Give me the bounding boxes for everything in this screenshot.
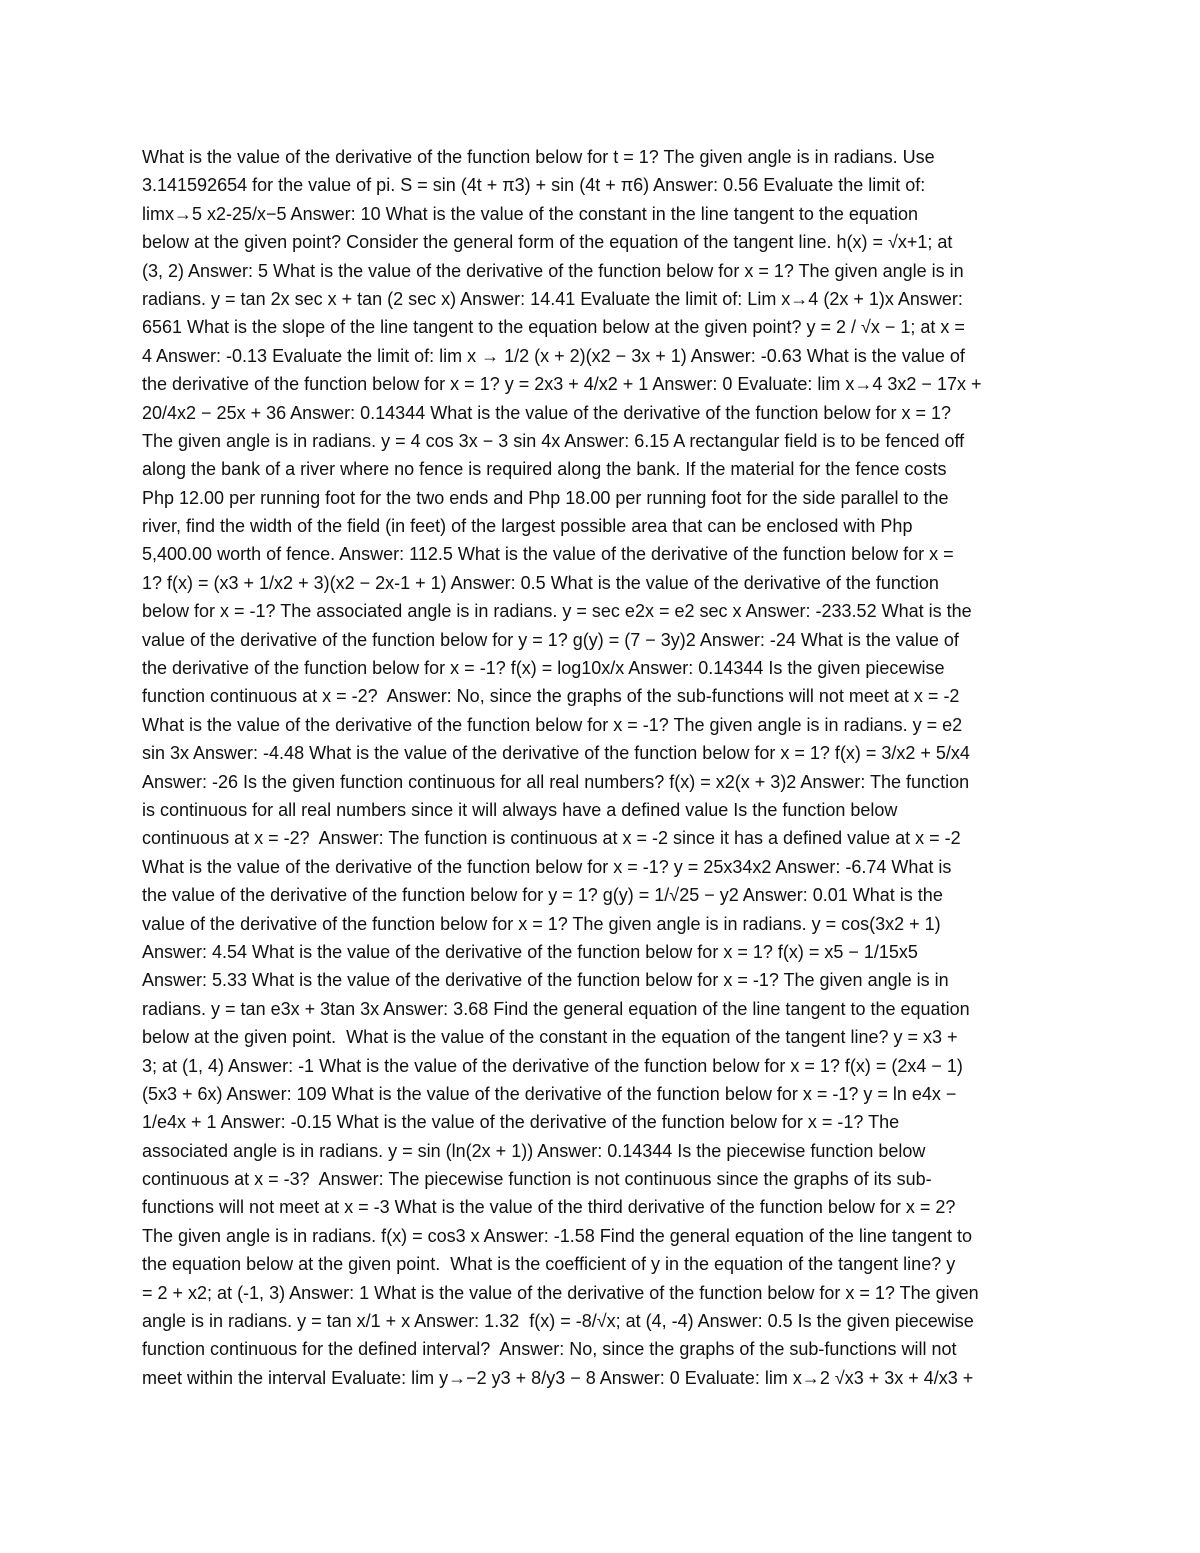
text-line: the equation below at the given point. What is the coefficient of y in the equation of the tangent line? y [142, 1254, 956, 1275]
text-line: Php 12.00 per running foot for the two ends and Php 18.00 per running foot for the side parallel to the [142, 487, 949, 508]
text-line: (3, 2) Answer: 5 What is the value of the derivative of the function below for x = 1? The given angle is in [142, 260, 964, 281]
text-line: What is the value of the derivative of the function below for t = 1? The given angle is in radians. Use [142, 147, 935, 167]
text-line: function continuous for the defined interval? Answer: No, since the graphs of the sub-functions will not [142, 1339, 957, 1360]
text-line: 3; at (1, 4) Answer: -1 What is the value of the derivative of the function below for x = 1? f(x) = (2x4 − 1) [142, 1055, 963, 1076]
text-line: = 2 + x2; at (-1, 3) Answer: 1 What is the value of the derivative of the function below for x = 1? The given [142, 1282, 979, 1303]
text-line: continuous at x = -2? Answer: The function is continuous at x = -2 since it has a defined value at x = -2 [142, 828, 961, 849]
text-line: radians. y = tan 2x sec x + tan (2 sec x) Answer: 14.41 Evaluate the limit of: Lim x→4 (2x + 1)x Answer: [142, 288, 963, 309]
text-line: the derivative of the function below for x = -1? f(x) = log10x/x Answer: 0.14344 Is the given piecewise [142, 658, 945, 679]
text-line: 3.141592654 for the value of pi. S = sin (4t + π3) + sin (4t + π6) Answer: 0.56 Evaluate the limit of: [142, 175, 926, 196]
text-line: 5,400.00 worth of fence. Answer: 112.5 What is the value of the derivative of the function below for x = [142, 544, 954, 565]
text-line: 4 Answer: -0.13 Evaluate the limit of: lim x → 1/2 (x + 2)(x2 − 3x + 1) Answer: -0.63 What is the value of [142, 345, 965, 366]
text-line: limx→5 x2-25/x−5 Answer: 10 What is the value of the constant in the line tangent to the equation [142, 203, 918, 224]
text-line: Answer: 4.54 What is the value of the derivative of the function below for x = 1? f(x) = x5 − 1/15x5 [142, 941, 918, 962]
text-line: The given angle is in radians. y = 4 cos 3x − 3 sin 4x Answer: 6.15 A rectangular field is to be fenced off [142, 430, 965, 451]
text-line: below at the given point? Consider the general form of the equation of the tangent line. h(x) = √x+1; at [142, 232, 953, 253]
text-line: associated angle is in radians. y = sin (ln(2x + 1)) Answer: 0.14344 Is the piecewise function below [142, 1140, 926, 1161]
text-line: along the bank of a river where no fence is required along the bank. If the material for the fence costs [142, 459, 947, 480]
text-line: What is the value of the derivative of the function below for x = -1? y = 25x34x2 Answer: -6.74 What is [142, 856, 952, 877]
document-body [142, 143, 1062, 1392]
text-line: below at the given point. What is the value of the constant in the equation of the tangent line? y = x3 + [142, 1027, 958, 1048]
text-line: (5x3 + 6x) Answer: 109 What is the value of the derivative of the function below for x = -1? y = ln e4x − [142, 1083, 957, 1104]
text-line: is continuous for all real numbers since it will always have a defined value Is the function below [142, 799, 898, 820]
text-line: Answer: -26 Is the given function continuous for all real numbers? f(x) = x2(x + 3)2 Answer: The function [142, 771, 970, 792]
text-line: function continuous at x = -2? Answer: No, since the graphs of the sub-functions will not meet at x = -2 [142, 686, 960, 707]
text-line: meet within the interval Evaluate: lim y→−2 y3 + 8/y3 − 8 Answer: 0 Evaluate: lim x→2 √x3 + 3x + 4/x3 + [142, 1367, 974, 1388]
text-line: What is the value of the derivative of the function below for x = -1? The given angle is in radians. y = e2 [142, 714, 963, 735]
text-line: below for x = -1? The associated angle is in radians. y = sec e2x = e2 sec x Answer: -233.52 What is the [142, 601, 972, 622]
text-line: Answer: 5.33 What is the value of the derivative of the function below for x = -1? The given angle is in [142, 970, 949, 991]
text-line: the value of the derivative of the function below for y = 1? g(y) = 1/√25 − y2 Answer: 0.01 What is the [142, 885, 943, 906]
text-line: continuous at x = -3? Answer: The piecewise function is not continuous since the graphs of its sub- [142, 1169, 932, 1190]
text-line: value of the derivative of the function below for y = 1? g(y) = (7 − 3y)2 Answer: -24 What is the value of [142, 629, 959, 650]
text-line: the derivative of the function below for x = 1? y = 2x3 + 4/x2 + 1 Answer: 0 Evaluate: lim x→4 3x2 − 17x + [142, 374, 982, 395]
text-line: 20/4x2 − 25x + 36 Answer: 0.14344 What is the value of the derivative of the function below for x = 1? [142, 402, 952, 423]
text-line: 1/e4x + 1 Answer: -0.15 What is the value of the derivative of the function below for x = -1? The [142, 1112, 900, 1133]
text-line: 1? f(x) = (x3 + 1/x2 + 3)(x2 − 2x-1 + 1) Answer: 0.5 What is the value of the derivative of the function [142, 572, 939, 593]
text-line: angle is in radians. y = tan x/1 + x Answer: 1.32 f(x) = -8/√x; at (4, -4) Answer: 0.5 Is the given piecewise [142, 1311, 974, 1332]
text-line: river, find the width of the field (in feet) of the largest possible area that can be enclosed with Php [142, 516, 913, 537]
text-line: value of the derivative of the function below for x = 1? The given angle is in radians. y = cos(3x2 + 1) [142, 913, 941, 934]
text-line: functions will not meet at x = -3 What is the value of the third derivative of the function below for x = 2? [142, 1197, 956, 1218]
text-line: sin 3x Answer: -4.48 What is the value of the derivative of the function below for x = 1? f(x) = 3/x2 + 5/x4 [142, 743, 970, 764]
text-line: 6561 What is the slope of the line tangent to the equation below at the given point? y = 2 / √x − 1; at x = [142, 317, 965, 338]
text-line: radians. y = tan e3x + 3tan 3x Answer: 3.68 Find the general equation of the line tangent to the equation [142, 998, 970, 1019]
text-line: The given angle is in radians. f(x) = cos3 x Answer: -1.58 Find the general equation of the line tangent to [142, 1225, 973, 1246]
